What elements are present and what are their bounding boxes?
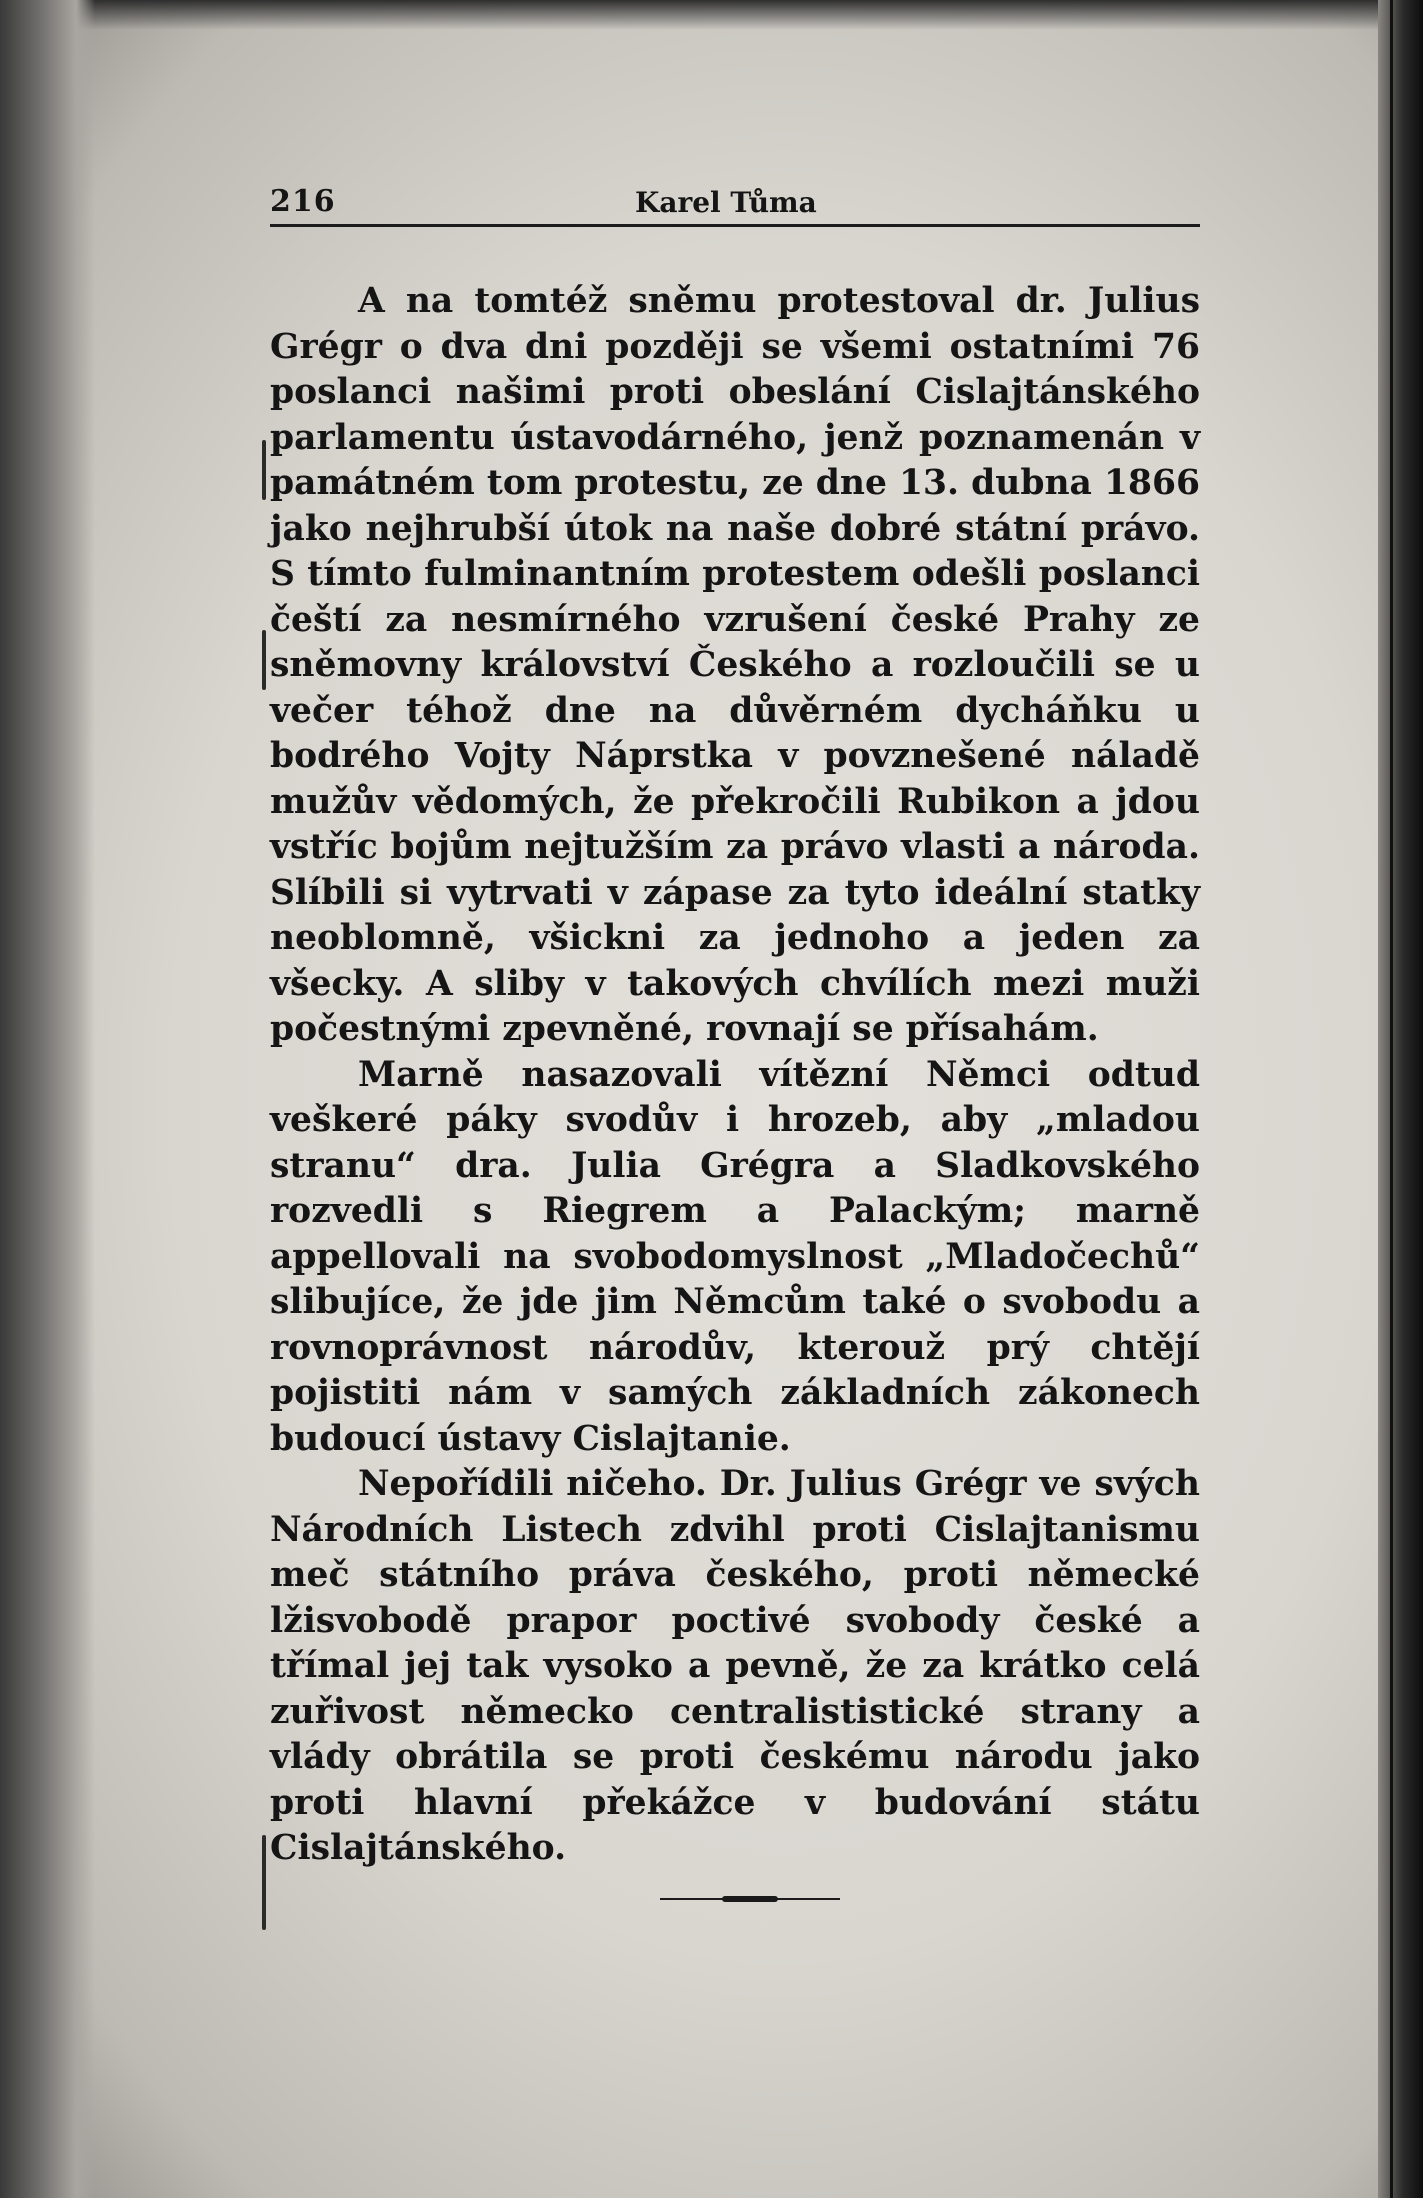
scan-shadow-right: [1378, 0, 1423, 2198]
margin-mark: [262, 630, 266, 690]
paragraph-2: Marně nasazovali vítězní Němci odtud veškeré páky svodův i hrozeb, aby „mladou stranu“ dra. Julia Grégra a Sladkovského rozvedli s Riegrem a Palackým; marně appellovali na svobodomyslnost „Mladočechů“ slibujíce, že jde jim Němcům také o svobodu a rovnoprávnost národův, kterouž prý chtějí pojistiti nám v samých základních zákonech budoucí ústavy Cislajtanie.: [270, 1054, 1200, 1459]
body-text: [270, 279, 1200, 1872]
page-header: [270, 180, 1200, 227]
running-head: Karel Tůma: [635, 186, 817, 219]
margin-mark: [262, 1835, 266, 1930]
ornament-line-right: [770, 1898, 840, 1900]
paragraph-1: A na tomtéž sněmu protestoval dr. Julius Grégr o dva dni později se všemi ostatními 76 poslanci našimi proti obeslání Cislajtánského parlamentu ústavodárného, jenž poznamenán v památném tom protestu, ze dne 13. dubna 1866 jako nejhrubší útok na naše dobré státní právo. S tímto fulminantním protestem odešli poslanci čeští za nesmírného vzrušení české Prahy ze sněmovny království Českého a rozloučili se u večer téhož dne na důvěrném dycháňku u bodrého Vojty Náprstka v povznešené náladě mužův vědomých, že překročili Rubikon a jdou vstříc bojům nejtužším za právo vlasti a národa. Slíbili si vytrvati v zápase za tyto ideální statky neoblomně, všickni za jednoho a jeden za všecky. A sliby v takových chvílích mezi muži počestnými zpevněné, rovnají se přísahám.: [270, 281, 1200, 1049]
paragraph-3: Nepořídili ničeho. Dr. Julius Grégr ve svých Národních Listech zdvihl proti Cislajtanismu meč státního práva českého, proti německé lžisvobodě prapor poctivé svobody české a třímal jej tak vysoko a pevně, že za krátko celá zuřivost německo centralististické strany a vlády obrátila se proti českému národu jako proti hlavní překážce v budování státu Cislajtánského.: [270, 1464, 1200, 1868]
scan-shadow-top: [0, 0, 1423, 30]
scan-gutter-line: [1390, 0, 1393, 2198]
ornament-line-left: [660, 1898, 730, 1900]
margin-mark: [262, 440, 266, 500]
scan-shadow-left: [0, 0, 95, 2198]
end-ornament: [660, 1894, 840, 1904]
page-number: 216: [270, 184, 336, 219]
book-page: [270, 180, 1200, 1872]
